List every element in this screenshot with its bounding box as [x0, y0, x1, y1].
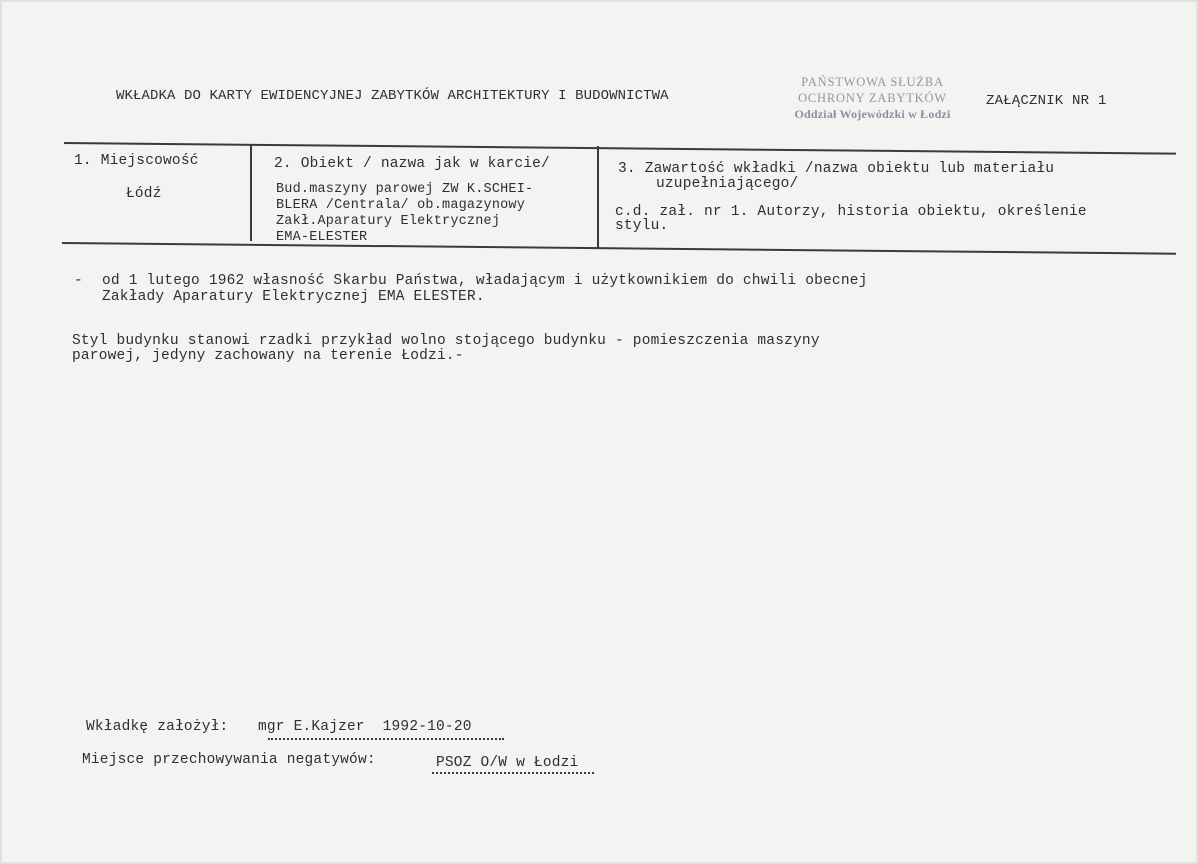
table-top-rule: [64, 142, 1176, 155]
col3-value-line-2: stylu.: [615, 218, 669, 234]
created-by-dotted-line: [268, 738, 504, 740]
office-stamp: [770, 74, 975, 122]
col2-line-4: EMA-ELESTER: [276, 230, 368, 245]
storage-dotted-line: [432, 772, 594, 774]
bullet-marker: -: [74, 273, 83, 289]
table-bottom-rule: [62, 242, 1176, 255]
col3-value-line-1: c.d. zał. nr 1. Autorzy, historia obiektu, określenie: [615, 204, 1087, 220]
stamp-line-1: PAŃSTWOWA SŁUŻBA: [801, 75, 944, 89]
storage-value: PSOZ O/W w Łodzi: [436, 755, 579, 771]
created-by-label: Wkładkę założył:: [86, 719, 229, 735]
col2-line-2: BLERA /Centrala/ ob.magazynowy: [276, 198, 526, 213]
col1-value: Łódź: [126, 186, 162, 202]
col1-heading: 1. Miejscowość: [74, 153, 199, 169]
table-divider-1: [250, 145, 252, 241]
annex-label: ZAŁĄCZNIK NR 1: [986, 93, 1107, 109]
col2-heading: 2. Obiekt / nazwa jak w karcie/: [274, 156, 550, 172]
paragraph-line-2: parowej, jedyny zachowany na terenie Łodzi.-: [72, 348, 464, 364]
bullet-line-2: Zakłady Aparatury Elektrycznej EMA ELESTER.: [102, 289, 485, 305]
col2-line-1: Bud.maszyny parowej ZW K.SCHEI-: [276, 182, 534, 197]
table-divider-2: [597, 146, 599, 248]
stamp-line-2: OCHRONY ZABYTKÓW: [798, 91, 947, 105]
stamp-line-3: Oddział Wojewódzki w Łodzi: [794, 107, 951, 121]
col3-heading-line-2: uzupełniającego/: [656, 176, 799, 192]
card-title: WKŁADKA DO KARTY EWIDENCYJNEJ ZABYTKÓW ARCHITEKTURY I BUDOWNICTWA: [116, 88, 669, 104]
paragraph-line-1: Styl budynku stanowi rzadki przykład wolno stojącego budynku - pomieszczenia maszyny: [72, 333, 820, 349]
bullet-line-1: od 1 lutego 1962 własność Skarbu Państwa, władającym i użytkownikiem do chwili obecnej: [102, 273, 868, 289]
col2-line-3: Zakł.Aparatury Elektrycznej: [276, 214, 501, 229]
created-by-value: mgr E.Kajzer 1992-10-20: [258, 719, 472, 735]
col3-heading-line-1: 3. Zawartość wkładki /nazwa obiektu lub materiału: [618, 161, 1055, 177]
storage-label: Miejsce przechowywania negatywów:: [82, 752, 376, 768]
